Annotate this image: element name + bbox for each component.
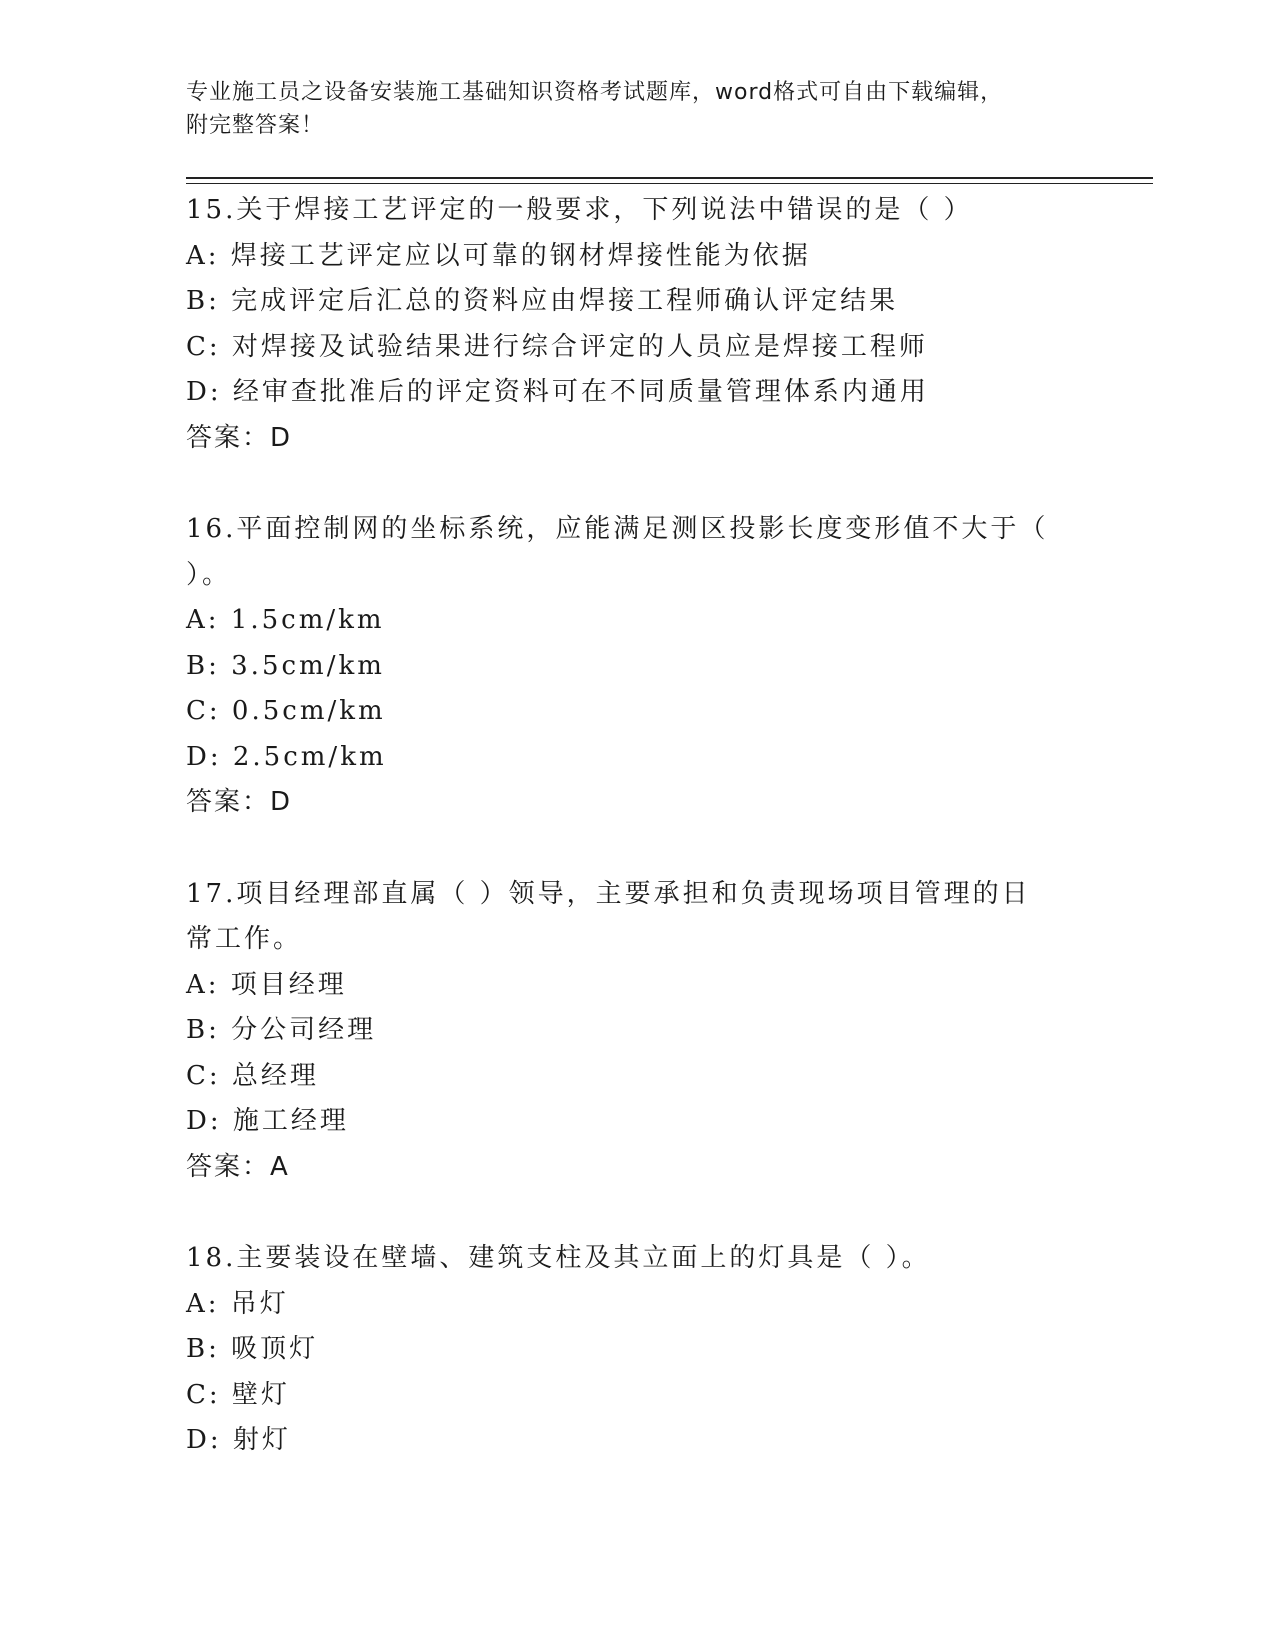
option-d: D: 2.5cm/km bbox=[186, 741, 387, 772]
option-a: A: 1.5cm/km bbox=[186, 605, 385, 635]
answer-label: 答案：D bbox=[186, 787, 293, 817]
option-c: C: 对焊接及试验结果进行综合评定的人员应是焊接工程师 bbox=[186, 331, 928, 362]
question-15 bbox=[186, 188, 1086, 461]
option-d: D: 施工经理 bbox=[186, 1106, 349, 1136]
answer-label: 答案：D bbox=[186, 422, 293, 453]
header-divider-thick bbox=[186, 177, 1153, 179]
question-17 bbox=[186, 872, 1086, 1191]
document-header bbox=[186, 76, 1086, 142]
header-line-2: 附完整答案！ bbox=[186, 113, 325, 138]
option-c: C: 0.5cm/km bbox=[186, 696, 386, 726]
question-18 bbox=[186, 1236, 1086, 1464]
option-b: B: 完成评定后汇总的资料应由焊接工程师确认评定结果 bbox=[186, 286, 899, 316]
answer-label: 答案：A bbox=[186, 1151, 290, 1182]
option-b: B: 分公司经理 bbox=[186, 1015, 377, 1045]
option-c: C: 总经理 bbox=[186, 1060, 319, 1091]
question-stem: 15.关于焊接工艺评定的一般要求，下列说法中错误的是（ ） bbox=[186, 195, 973, 225]
question-stem: 16.平面控制网的坐标系统，应能满足测区投影长度变形值不大于（ ）。 bbox=[186, 514, 1060, 590]
option-a: A: 吊灯 bbox=[186, 1288, 289, 1319]
header-line-1: 专业施工员之设备安装施工基础知识资格考试题库，word格式可自由下载编辑， bbox=[186, 80, 1004, 105]
option-d: D: 经审查批准后的评定资料可在不同质量管理体系内通用 bbox=[186, 377, 929, 407]
option-a: A: 项目经理 bbox=[186, 969, 347, 1000]
option-d: D: 射灯 bbox=[186, 1425, 291, 1455]
question-list bbox=[186, 188, 1086, 1510]
header-divider-thin bbox=[186, 183, 1153, 184]
option-a: A: 焊接工艺评定应以可靠的钢材焊接性能为依据 bbox=[186, 240, 811, 271]
question-16 bbox=[186, 507, 1086, 826]
question-stem: 17.项目经理部直属（ ）领导，主要承担和负责现场项目管理的日常工作。 bbox=[186, 878, 1031, 954]
question-stem: 18.主要装设在壁墙、建筑支柱及其立面上的灯具是（ ）。 bbox=[186, 1243, 931, 1273]
option-c: C: 壁灯 bbox=[186, 1379, 290, 1410]
option-b: B: 3.5cm/km bbox=[186, 650, 385, 681]
option-b: B: 吸顶灯 bbox=[186, 1334, 319, 1364]
